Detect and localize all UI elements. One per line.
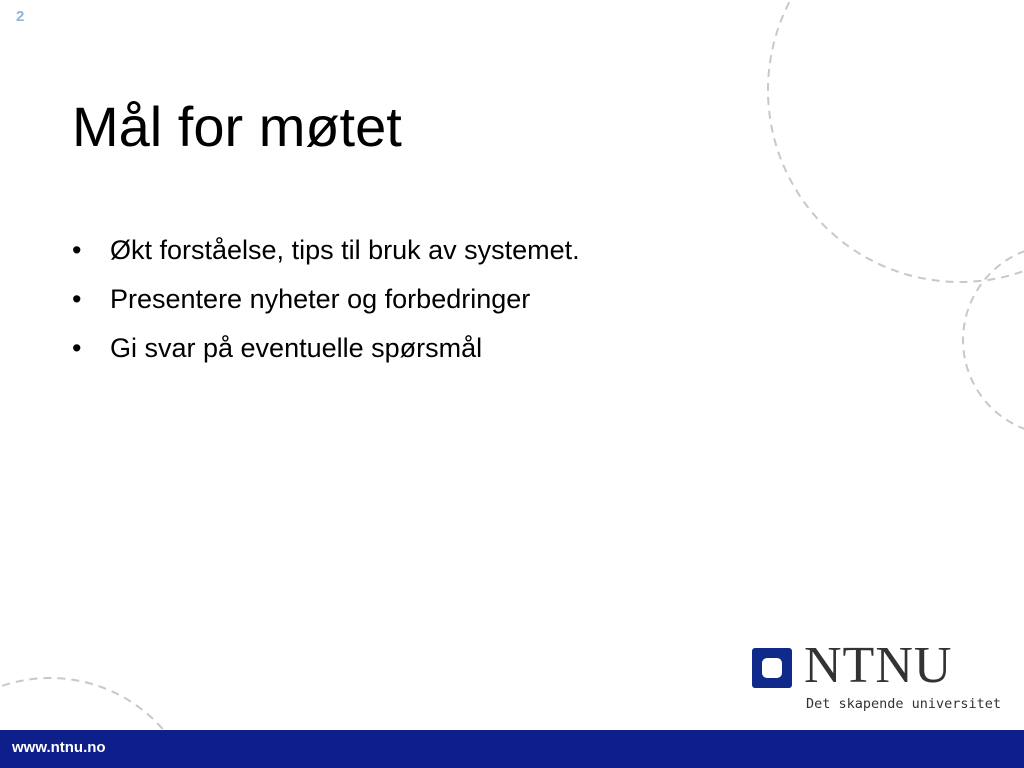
bullet-icon: • bbox=[72, 333, 82, 363]
dashed-circle-top-right bbox=[768, 0, 1024, 282]
bullet-text: Presentere nyheter og forbedringer bbox=[110, 284, 531, 314]
footer-bar bbox=[0, 730, 1024, 768]
logo-tagline: Det skapende universitet bbox=[806, 696, 1002, 712]
logo-name: NTNU bbox=[804, 637, 953, 694]
bullet-icon: • bbox=[72, 284, 82, 314]
bullet-item bbox=[72, 226, 580, 275]
slide-title: Mål for møtet bbox=[72, 95, 402, 158]
dashed-circle-mid-right bbox=[963, 245, 1024, 435]
bullet-text: Gi svar på eventuelle spørsmål bbox=[110, 333, 483, 363]
bullet-icon: • bbox=[72, 235, 82, 265]
bullet-text: Økt forståelse, tips til bruk av systemet. bbox=[110, 235, 580, 265]
bullet-list bbox=[72, 226, 580, 373]
footer-url: www.ntnu.no bbox=[12, 739, 106, 756]
bullet-item bbox=[72, 275, 580, 324]
bullet-item bbox=[72, 324, 580, 373]
logo-mark-icon bbox=[752, 648, 792, 688]
slide-number: 2 bbox=[16, 8, 25, 25]
ntnu-logo bbox=[752, 637, 1002, 716]
